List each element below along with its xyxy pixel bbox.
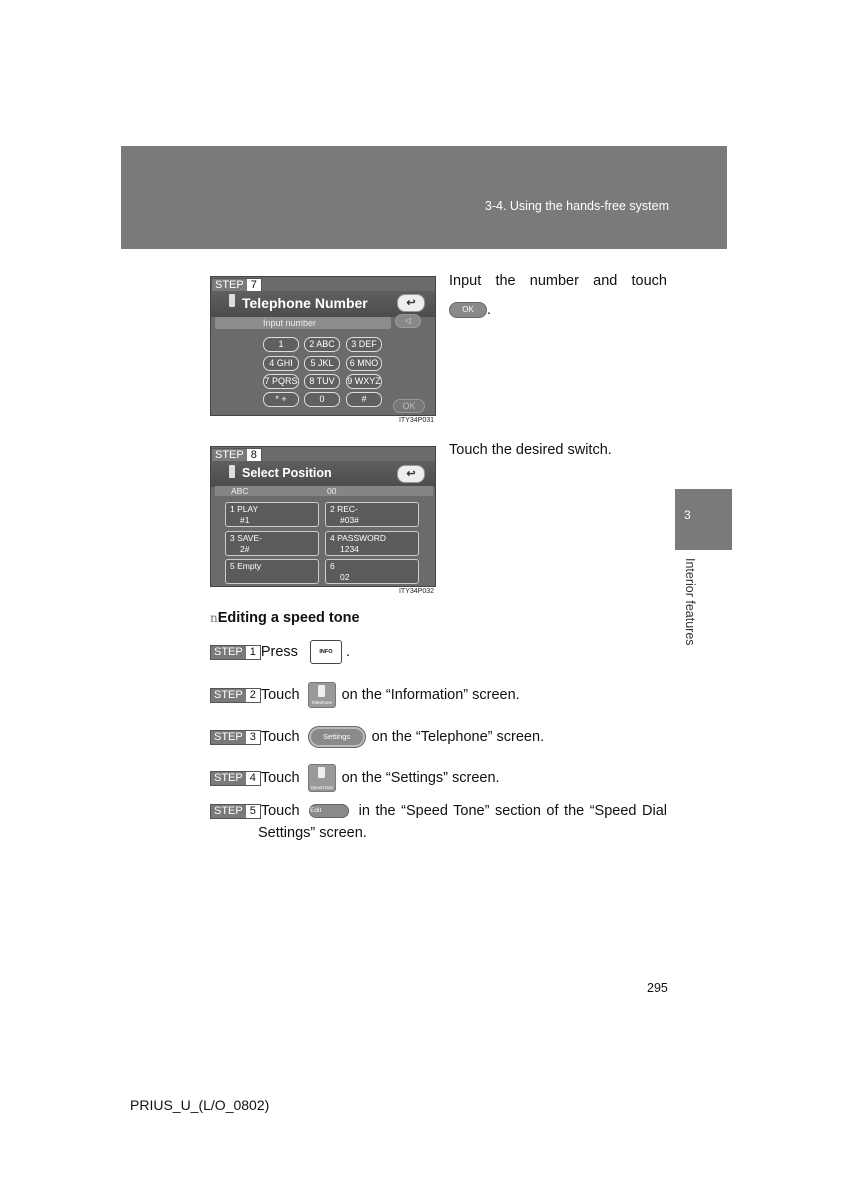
step7-figure [210,276,436,428]
key-0[interactable]: 0 [304,392,340,407]
info-button-icon: INFO [310,640,342,664]
key-1[interactable]: 1 [263,337,299,352]
edit-step-4: STEP 4 Touch Speed Dial on the “Settings” screen. [210,764,500,790]
step8-instruction: Touch the desired switch. [449,442,612,458]
position-button-1[interactable]: 1 PLAY #1 [225,502,319,527]
step-tag: STEP 2 [210,688,261,703]
edit-step-2: STEP 2 Touch Telephone on the “Information” screen. [210,682,520,708]
chapter-label: Interior features [683,558,697,646]
chapter-tab [675,489,732,550]
screen-title-bar [211,461,435,487]
back-button[interactable]: ↩ [397,465,425,483]
step-tag: STEP 4 [210,771,261,786]
entry-name: ABC [231,486,249,496]
key-8[interactable]: 8 TUV [304,374,340,389]
key-7[interactable]: 7 PQRS [263,374,299,389]
phone-icon [229,465,235,478]
step7-instruction-ok: OK . [449,299,491,321]
position-button-3[interactable]: 3 SAVE- 2# [225,531,319,556]
step-tag: STEP 3 [210,730,261,745]
ok-button[interactable]: OK [393,399,425,413]
telephone-number-screen [210,276,436,416]
step-tag: STEP 7 [211,278,262,293]
position-button-5[interactable]: 5 Empty [225,559,319,584]
key-3[interactable]: 3 DEF [346,337,382,352]
key-9[interactable]: 9 WXYZ [346,374,382,389]
screen-title: Telephone Number [242,295,368,311]
step8-figure [210,446,436,600]
edit-step-3: STEP 3 Touch Settings on the “Telephone” screen. [210,724,544,750]
step7-instruction: Input the number and touch [449,273,667,289]
footer-code: PRIUS_U_(L/O_0802) [130,1097,270,1113]
key-star[interactable]: * + [263,392,299,407]
step-tag: STEP 8 [211,448,262,463]
figure-code: ITY34P032 [398,588,434,595]
key-2[interactable]: 2 ABC [304,337,340,352]
edit-step-5: STEP 5 Touch Edit in the “Speed Tone” section of the “Speed Dial Settings” screen. [210,800,667,844]
key-hash[interactable]: # [346,392,382,407]
position-button-2[interactable]: 2 REC- #03# [325,502,419,527]
ok-icon: OK [449,302,487,318]
section-title: 3-4. Using the hands-free system [484,199,669,213]
edit-step-5-text-cont: Settings” screen. [258,825,367,841]
figure-code: ITY34P031 [398,417,434,424]
back-button[interactable]: ↩ [397,294,425,312]
key-4[interactable]: 4 GHI [263,356,299,371]
edit-step-1: STEP 1 Press INFO . [210,640,350,664]
key-6[interactable]: 6 MNO [346,356,382,371]
step-tag: STEP 1 [210,645,261,660]
position-button-6[interactable]: 6 02 [325,559,419,584]
entry-info-bar [215,486,433,496]
phone-icon [229,294,235,307]
delete-button[interactable]: ◁ [395,314,421,328]
page-number: 295 [647,981,668,995]
edit-button-icon: Edit [309,804,349,818]
header-band [121,146,727,249]
speed-dial-icon: Speed Dial [308,764,336,792]
settings-button-icon: Settings [308,726,366,748]
chapter-number: 3 [684,508,691,522]
bullet-marker: n [210,611,218,625]
entry-number: 00 [327,486,337,496]
section-heading: nEditing a speed tone [210,610,360,626]
key-5[interactable]: 5 JKL [304,356,340,371]
edit-step-5-text: in the “Speed Tone” section of the “Speed Dial [358,803,667,819]
select-position-screen [210,446,436,587]
position-button-4[interactable]: 4 PASSWORD 1234 [325,531,419,556]
screen-title: Select Position [242,466,332,480]
number-display: Input number [215,317,391,329]
telephone-icon: Telephone [308,682,336,708]
step-tag: STEP 5 [210,804,261,819]
